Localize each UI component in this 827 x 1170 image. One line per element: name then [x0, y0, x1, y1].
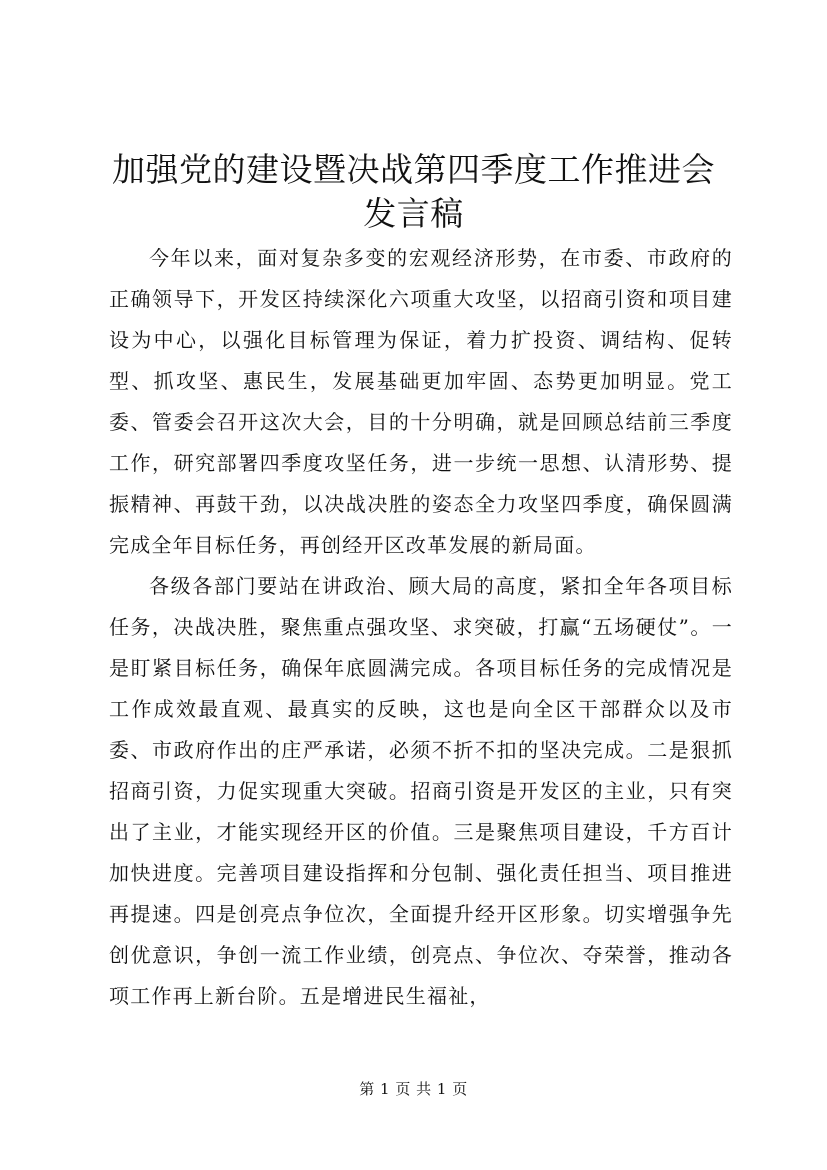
paragraph-2: 各级各部门要站在讲政治、顾大局的高度，紧扣全年各项目标任务，决战决胜，聚焦重点强攻坚、求突破，打赢“五场硬仗”。一是盯紧目标任务，确保年底圆满完成。各项目标任务的完成情况是工作成效最直观、最真实的反映，这也是向全区干部群众以及市委、市政府作出的庄严承诺，必须不折不扣的坚决完成。二是狠抓招商引资，力促实现重大突破。招商引资是开发区的主业，只有突出了主业，才能实现经开区的价值。三是聚焦项目建设，千方百计加快进度。完善项目建设指挥和分包制、强化责任担当、项目推进再提速。四是创亮点争位次，全面提升经开区形象。切实增强争先创优意识，争创一流工作业绩，创亮点、争位次、夺荣誉，推动各项工作再上新台阶。五是增进民生福祉，: [109, 574, 733, 1008]
document-title: 加强党的建设暨决战第四季度工作推进会发言稿: [112, 150, 715, 233]
paragraph-1: 今年以来，面对复杂多变的宏观经济形势，在市委、市政府的正确领导下，开发区持续深化六项重大攻坚，以招商引资和项目建设为中心，以强化目标管理为保证，着力扩投资、调结构、促转型、抓攻坚、惠民生，发展基础更加牢固、态势更加明显。党工委、管委会召开这次大会，目的十分明确，就是回顾总结前三季度工作，研究部署四季度攻坚任务，进一步统一思想、认清形势、提振精神、再鼓干劲，以决战决胜的姿态全力攻坚四季度，确保圆满完成全年目标任务，再创经开区改革发展的新局面。: [109, 246, 733, 557]
document-body: [109, 238, 733, 1017]
page-number-footer: 第 1 页 共 1 页: [359, 1080, 468, 1098]
